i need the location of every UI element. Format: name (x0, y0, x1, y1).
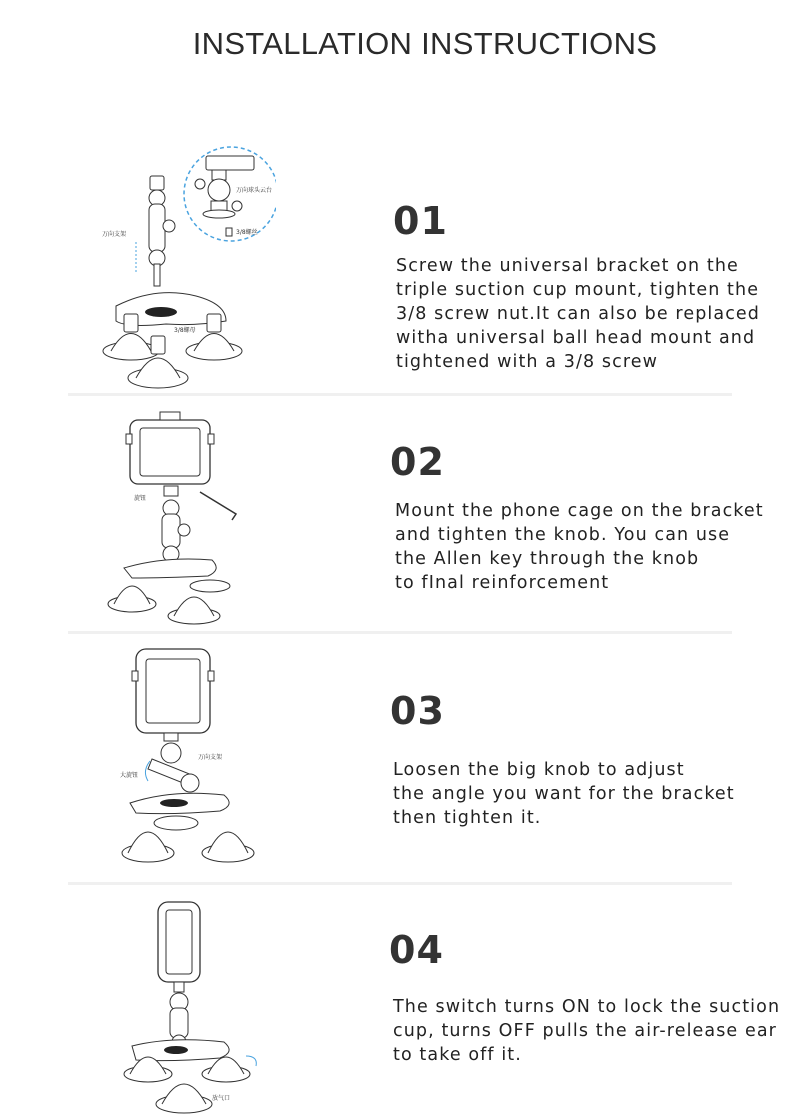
step-1-number: 01 (393, 199, 448, 243)
step-4-illustration (112, 896, 262, 1118)
divider (68, 631, 732, 634)
step-1-label-a: 万向支架 (102, 231, 127, 238)
step-3-text: Loosen the big knob to adjust the angle you want for the bracket then tighten it. (393, 760, 735, 828)
step-2-label-a: 旋钮 (134, 495, 147, 502)
step-1-label-d: 3/8螺母 (174, 327, 196, 334)
step-1-label-c: 3/8螺丝 (236, 229, 258, 236)
step-1-label-b: 万向球头云台 (236, 187, 273, 194)
step-3-illustration (112, 643, 262, 875)
step-4-number: 04 (389, 928, 444, 972)
step-3-label-b: 大旋钮 (120, 772, 139, 779)
step-4-text: The switch turns ON to lock the suction cup, turns OFF pulls the air-release ear to take off it. (393, 997, 781, 1065)
divider (68, 393, 732, 396)
step-3-number: 03 (390, 689, 445, 733)
step-1-text: Screw the universal bracket on the triple suction cup mount, tighten the 3/8 screw nut.It can also be replaced witha universal ball head mount and tightened with a 3/8 screw (396, 256, 760, 372)
page-title: INSTALLATION INSTRUCTIONS (192, 26, 658, 61)
step-2-text: Mount the phone cage on the bracket and tighten the knob. You can use the Allen key through the knob to fInal reinforcement (395, 501, 764, 593)
step-4-label-a: 放气口 (212, 1095, 231, 1102)
step-3-label-a: 万向支架 (198, 754, 223, 761)
step-1-illustration (96, 146, 276, 392)
step-2-illustration (104, 408, 248, 628)
step-2-number: 02 (390, 440, 445, 484)
divider (68, 882, 732, 885)
